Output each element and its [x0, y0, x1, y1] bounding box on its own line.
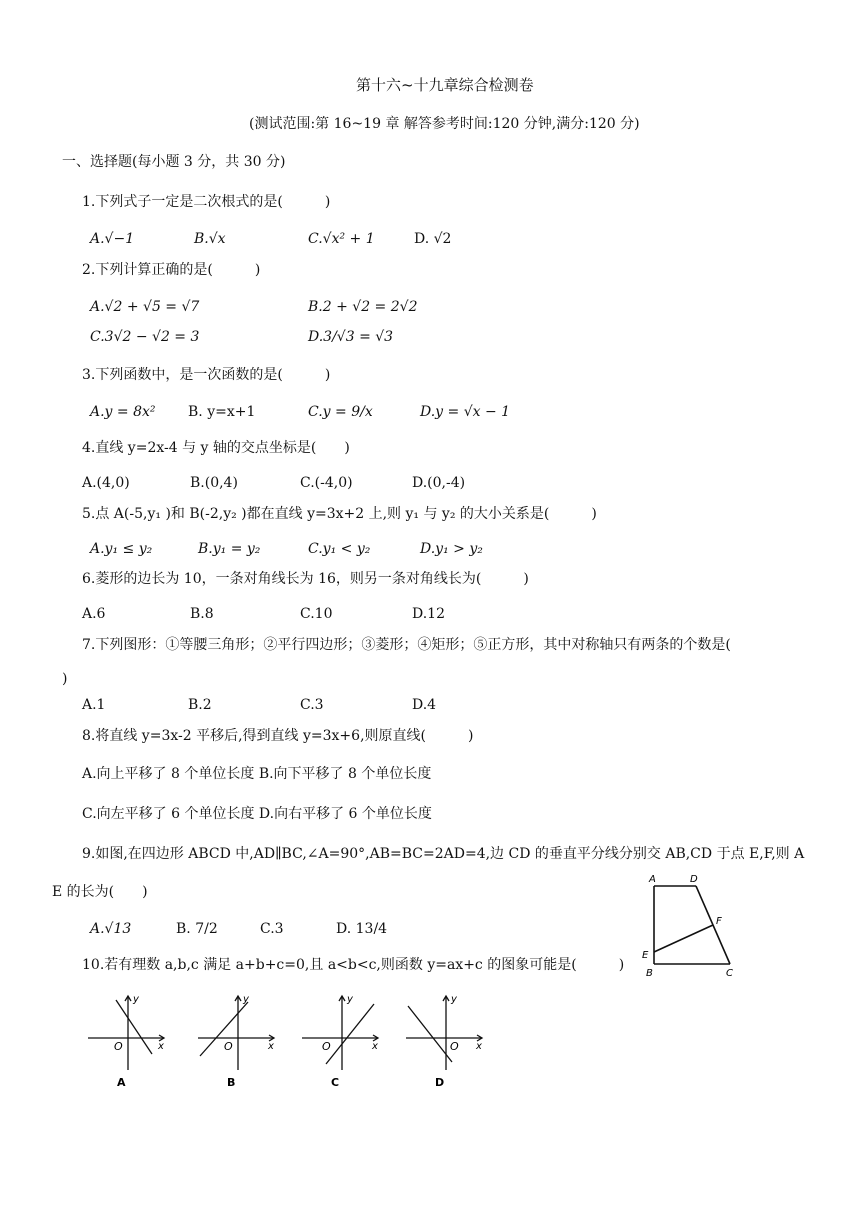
q3-option-c: C.y = 9/x — [308, 404, 373, 420]
x-label: x — [476, 1041, 482, 1052]
q10-graph-a — [86, 990, 176, 1090]
label-f: F — [716, 916, 722, 927]
q10-graph-b — [196, 990, 286, 1090]
q10-graph-d — [404, 990, 494, 1090]
origin-label: O — [224, 1040, 233, 1053]
page-subtitle: (测试范围:第 16~19 章 解答参考时间:120 分钟,满分:120 分) — [249, 116, 640, 132]
q4-option-d: D.(0,-4) — [412, 475, 466, 491]
q9-option-a: A.√13 — [90, 921, 132, 937]
segment-ef — [654, 925, 713, 952]
question-2-stem: 2.下列计算正确的是( ) — [82, 262, 261, 278]
q7-option-a: A.1 — [82, 697, 106, 713]
label-a: A — [649, 874, 656, 885]
y-label: y — [133, 994, 139, 1005]
q9-option-c: C.3 — [260, 921, 284, 937]
x-label: x — [158, 1041, 164, 1052]
q3-option-b: B. y=x+1 — [188, 404, 256, 420]
x-label: x — [372, 1041, 378, 1052]
y-label: y — [347, 994, 353, 1005]
q2-option-c: C.3√2 − √2 = 3 — [90, 329, 200, 345]
question-6-stem: 6.菱形的边长为 10，一条对角线长为 16，则另一条对角线长为( ) — [82, 571, 529, 587]
question-10-stem: 10.若有理数 a,b,c 满足 a+b+c=0,且 a<b<c,则函数 y=ax+c 的图象可能是( ) — [82, 957, 625, 973]
label-d: D — [690, 874, 698, 885]
q4-option-b: B.(0,4) — [190, 475, 238, 491]
q9-option-d: D. 13/4 — [336, 921, 388, 937]
origin-label: O — [450, 1040, 459, 1053]
page-title: 第十六~十九章综合检测卷 — [356, 76, 534, 94]
q4-option-a: A.(4,0) — [82, 475, 130, 491]
origin-label: O — [114, 1040, 123, 1053]
question-8-stem: 8.将直线 y=3x-2 平移后,得到直线 y=3x+6,则原直线( ) — [82, 728, 474, 744]
q5-option-d: D.y₁ > y₂ — [420, 541, 483, 557]
section-title: 一、选择题(每小题 3 分，共 30 分) — [62, 154, 286, 170]
label-c: C — [726, 968, 733, 979]
graph-label-a: A — [117, 1076, 126, 1089]
y-label: y — [243, 994, 249, 1005]
q3-option-d: D.y = √x − 1 — [420, 404, 511, 420]
x-label: x — [268, 1041, 274, 1052]
graph-label-d: D — [435, 1076, 445, 1089]
q10-graph-c — [300, 990, 390, 1090]
q7-option-b: B.2 — [188, 697, 212, 713]
q5-option-a: A.y₁ ≤ y₂ — [90, 541, 153, 557]
q2-option-b: B.2 + √2 = 2√2 — [308, 299, 418, 315]
question-4-stem: 4.直线 y=2x-4 与 y 轴的交点坐标是( ) — [82, 440, 350, 456]
question-9-stem-cont: E 的长为( ) — [52, 884, 148, 900]
q2-option-d: D.3/√3 = √3 — [308, 329, 394, 345]
q6-option-d: D.12 — [412, 606, 445, 622]
q6-option-b: B.8 — [190, 606, 214, 622]
q1-option-d: D. √2 — [414, 231, 452, 247]
q7-option-d: D.4 — [412, 697, 437, 713]
q8-option-ab: A.向上平移了 8 个单位长度 B.向下平移了 8 个单位长度 — [82, 766, 432, 782]
label-e: E — [642, 950, 649, 961]
q6-option-a: A.6 — [82, 606, 106, 622]
q7-option-c: C.3 — [300, 697, 324, 713]
question-7-stem: 7.下列图形：①等腰三角形；②平行四边形；③菱形；④矩形；⑤正方形，其中对称轴只有两条的个数是( — [82, 637, 731, 653]
question-3-stem: 3.下列函数中，是一次函数的是( ) — [82, 367, 331, 383]
question-5-stem: 5.点 A(-5,y₁ )和 B(-2,y₂ )都在直线 y=3x+2 上,则 y₁ 与 y₂ 的大小关系是( ) — [82, 506, 597, 522]
question-7-stem-cont: ) — [62, 671, 68, 687]
graph-label-b: B — [227, 1076, 236, 1089]
q2-option-a: A.√2 + √5 = √7 — [90, 299, 200, 315]
graph-label-c: C — [331, 1076, 340, 1089]
origin-label: O — [322, 1040, 331, 1053]
q3-option-a: A.y = 8x² — [90, 404, 156, 420]
q1-option-a: A.√−1 — [90, 231, 135, 247]
q9-option-b: B. 7/2 — [176, 921, 218, 937]
question-1-stem: 1.下列式子一定是二次根式的是( ) — [82, 194, 331, 210]
q4-option-c: C.(-4,0) — [300, 475, 353, 491]
y-label: y — [451, 994, 457, 1005]
q5-option-c: C.y₁ < y₂ — [308, 541, 371, 557]
q6-option-c: C.10 — [300, 606, 333, 622]
q9-quadrilateral-figure — [640, 872, 760, 982]
q1-option-b: B.√x — [194, 231, 226, 247]
function-line — [326, 1004, 374, 1064]
question-9-stem: 9.如图,在四边形 ABCD 中,AD∥BC,∠A=90°,AB=BC=2AD=4,边 CD 的垂直平分线分别交 AB,CD 于点 E,F,则 A — [82, 846, 805, 862]
q1-option-c: C.√x² + 1 — [308, 231, 375, 247]
q8-option-cd: C.向左平移了 6 个单位长度 D.向右平移了 6 个单位长度 — [82, 806, 432, 822]
label-b: B — [646, 968, 653, 979]
q5-option-b: B.y₁ = y₂ — [198, 541, 261, 557]
